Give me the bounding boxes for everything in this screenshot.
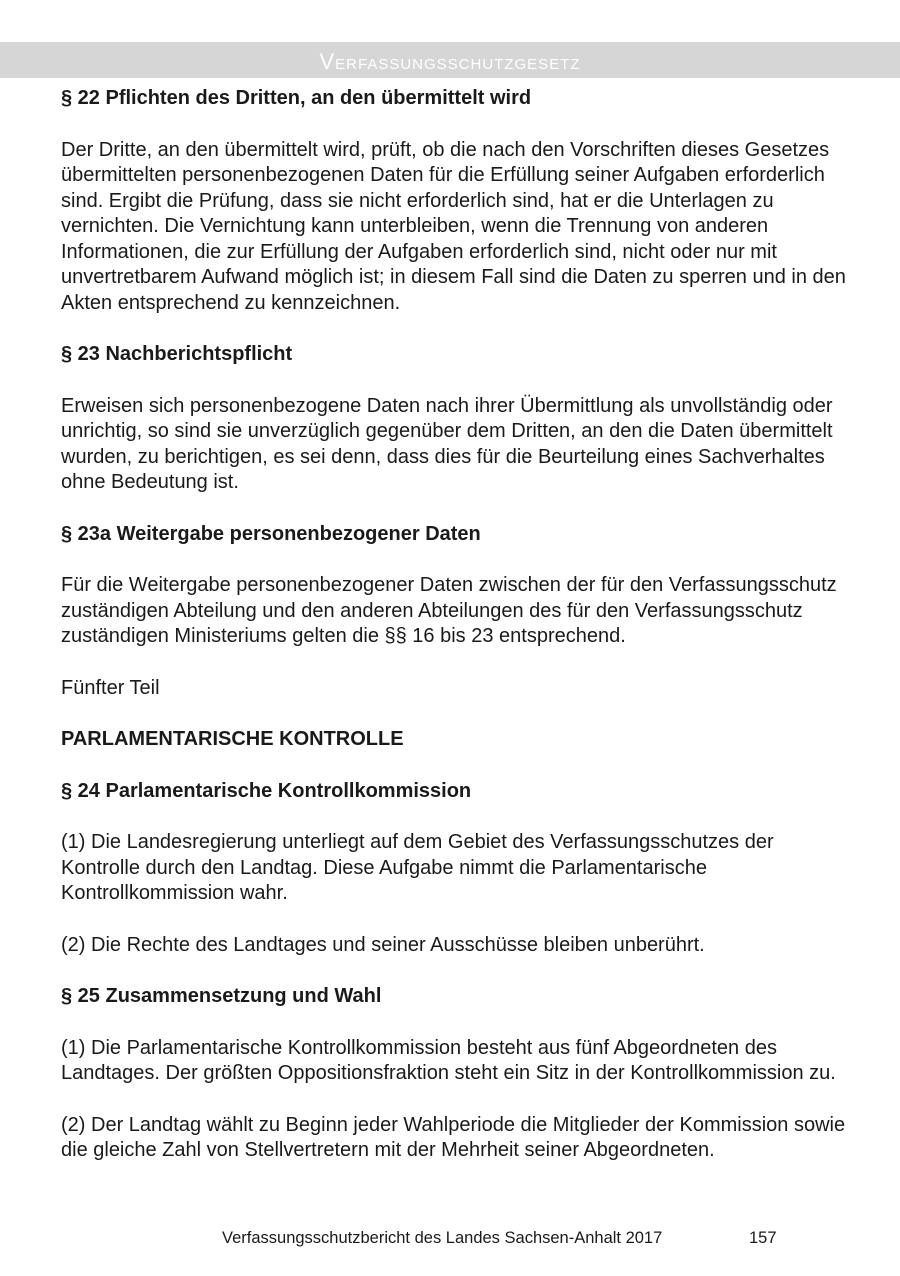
- part-label: Fünfter Teil: [61, 676, 160, 699]
- running-header-title: Verfassungsschutzgesetz: [319, 49, 581, 74]
- section-heading-22: § 22 Pflichten des Dritten, an den übermittelt wird: [61, 87, 532, 109]
- part-title: PARLAMENTARISCHE KONTROLLE: [61, 728, 404, 750]
- section-heading-25: § 25 Zusammensetzung und Wahl: [61, 985, 382, 1007]
- section-heading-24: § 24 Parlamentarische Kontrollkommission: [61, 779, 472, 802]
- page-body: [61, 86, 851, 1190]
- page-footer: [0, 1229, 900, 1253]
- section-heading-23: § 23 Nachberichtspflicht: [61, 343, 293, 365]
- section-heading-23a: § 23a Weitergabe personenbezogener Daten: [61, 522, 481, 545]
- footer-publication-title: Verfassungsschutzbericht des Landes Sachsen-Anhalt 2017: [222, 1229, 663, 1247]
- paragraph-25-1: (1) Die Parlamentarische Kontrollkommission besteht aus fünf Abgeordneten des Landtages. Der größten Oppositionsfraktion steht ein Sitz in der Kontrollkommission zu.: [61, 1036, 836, 1084]
- paragraph-24-2: (2) Die Rechte des Landtages und seiner Ausschüsse bleiben unberührt.: [61, 933, 705, 956]
- paragraph-25-2: (2) Der Landtag wählt zu Beginn jeder Wahlperiode die Mitglieder der Kommission sowie die gleiche Zahl von Stellvertretern mit der Mehrheit seiner Abgeordneten.: [61, 1113, 846, 1161]
- paragraph-23: Erweisen sich personenbezogene Daten nach ihrer Übermittlung als unvollständig oder unrichtig, so sind sie unverzüglich gegenüber dem Dritten, an den die Daten übermittelt wurden, zu berichtigen, es sei denn, dass dies für die Beurteilung eines Sachverhaltes ohne Bedeutung ist.: [61, 394, 833, 493]
- page-number: 157: [749, 1229, 777, 1247]
- running-header-bar: [0, 42, 900, 78]
- paragraph-22: Der Dritte, an den übermittelt wird, prüft, ob die nach den Vorschriften dieses Gesetzes übermittelten personenbezogenen Daten für die Erfüllung seiner Aufgaben erforderlich sind. Ergibt die Prüfung, dass sie nicht erforderlich sind, hat er die Unterlagen zu vernichten. Die Vernichtung kann unterbleiben, wenn die Trennung von anderen Informationen, die zur Erfüllung der Aufgaben erforderlich sind, nicht oder nur mit unvertretbarem Aufwand möglich ist; in diesem Fall sind die Daten zu sperren und in den Akten entsprechend zu kennzeichnen.: [61, 138, 846, 314]
- paragraph-23a: Für die Weitergabe personenbezogener Daten zwischen der für den Verfassungsschutz zuständigen Abteilung und den anderen Abteilungen des für den Verfassungsschutz zuständigen Ministeriums gelten die §§ 16 bis 23 entsprechend.: [61, 574, 837, 647]
- paragraph-24-1: (1) Die Landesregierung unterliegt auf dem Gebiet des Verfassungsschutzes der Kontrolle durch den Landtag. Diese Aufgabe nimmt die Parlamentarische Kontrollkommission wahr.: [61, 831, 774, 904]
